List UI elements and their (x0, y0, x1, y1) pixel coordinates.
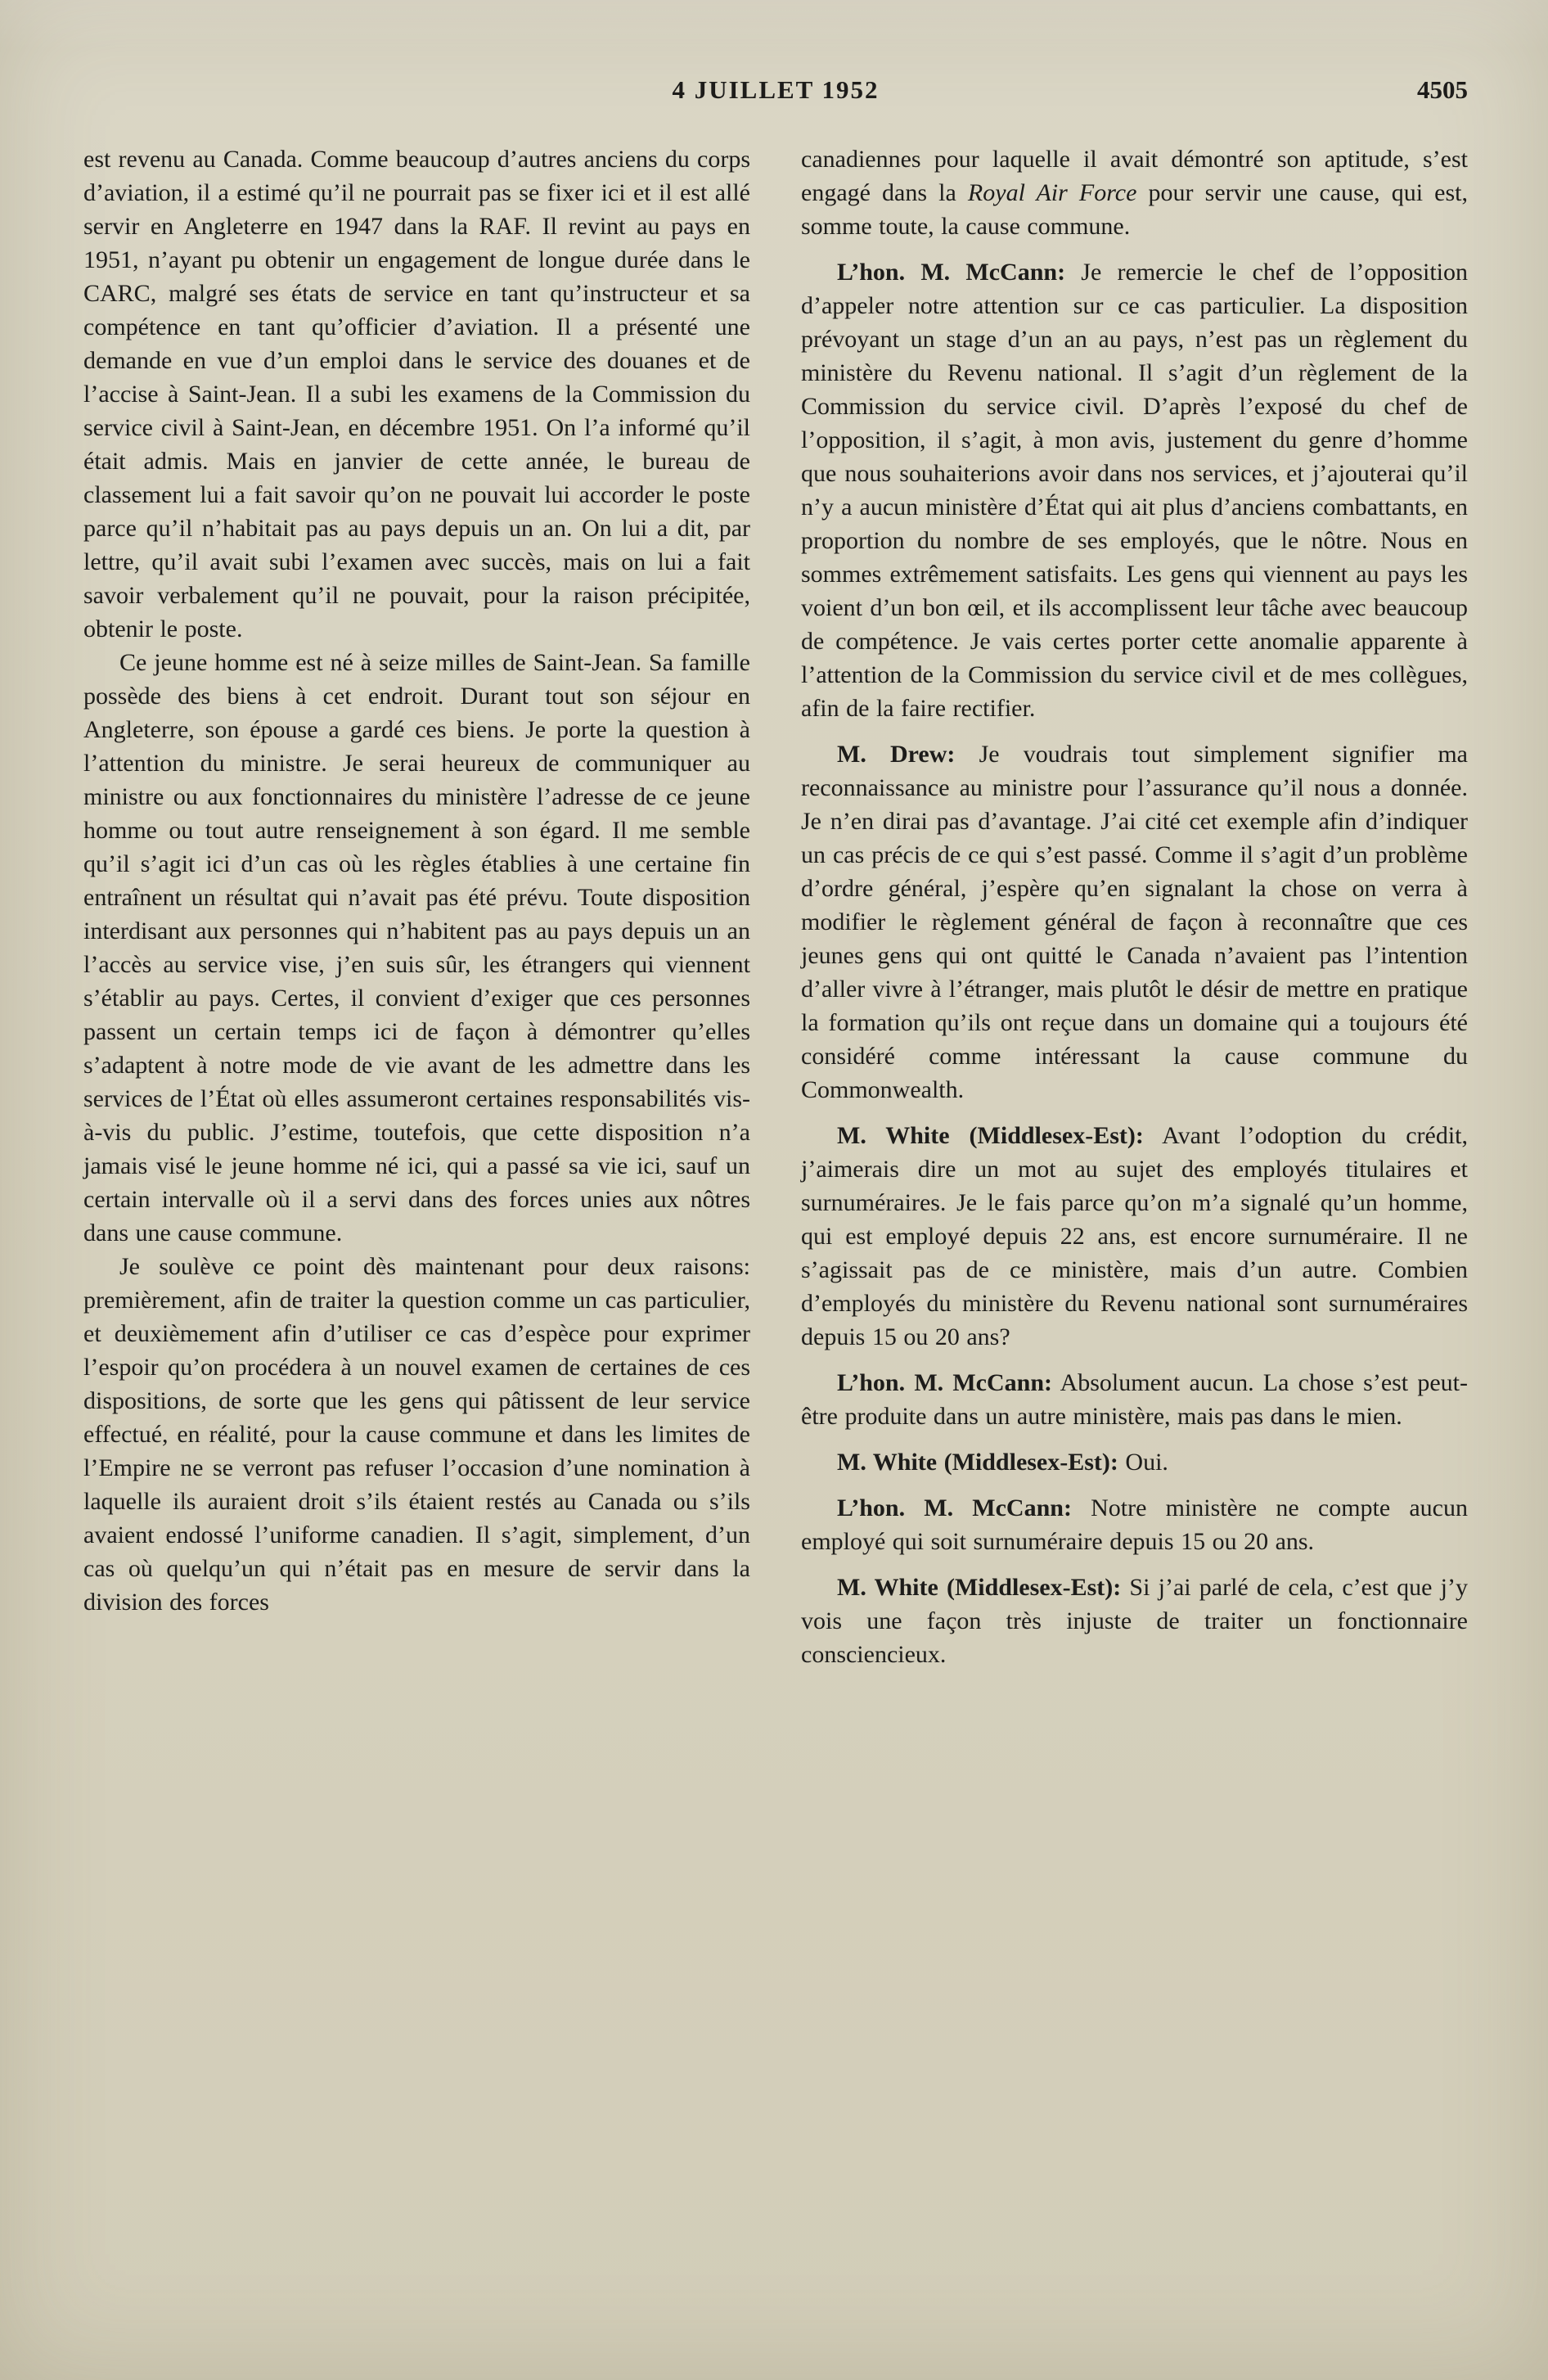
text-segment: pour servir une cause, qui est, somme toute, la cause commune. (801, 179, 1468, 240)
text-segment: Oui. (1118, 1449, 1168, 1476)
page-number: 4505 (1417, 75, 1468, 104)
italic-text: Royal Air Force (967, 179, 1137, 206)
text-segment: Je soulève ce point dès maintenant pour deux raisons: premièrement, afin de traiter la question comme un cas particulier, et deuxièmement afin d’utiliser ce cas d’espèce pour exprimer l’espoir qu’on procédera à un nouvel examen de certaines de ces dispositions, de sorte que les gens qui pâtissent de leur service effectué, en réalité, pour la cause commune et dans les limites de l’Empire ne se verront pas refuser l’occasion d’une nomination à laquelle ils auraient droit s’ils étaient restés au Canada ou s’ils avaient endossé l’uniforme canadien. Il s’agit, simplement, d’un cas où quelqu’un qui n’était pas en mesure de servir dans la division des forces (83, 1253, 750, 1616)
paragraph (801, 142, 1468, 243)
text-segment: canadiennes pour laquelle il avait démontré son aptitude, s’est engagé dans la (801, 146, 1468, 206)
paragraph (801, 1491, 1468, 1558)
paragraph (801, 737, 1468, 1107)
speaker-name: M. Drew: (837, 741, 956, 768)
paragraph (801, 1571, 1468, 1671)
paragraph (801, 255, 1468, 725)
paragraph (801, 1119, 1468, 1354)
paragraph (801, 1445, 1468, 1479)
paragraph (83, 646, 750, 1250)
left-column (83, 142, 750, 1671)
text-segment: Je voudrais tout simplement signifier ma reconnaissance au ministre pour l’assurance qu’il nous a donnée. Je n’en dirai pas d’avantage. J’ai cité cet exemple afin d’indiquer un cas précis de ce qui s’est passé. Comme il s’agit d’un problème d’ordre général, j’espère qu’en signalant la chose on verra à modifier le règlement général de façon à reconnaître que ces jeunes gens qui ont quitté le Canada n’avaient pas l’intention d’aller vivre à l’étranger, mais plutôt le désir de mettre en pratique la formation qu’ils ont reçue dans un domaine qui a toujours été considéré comme intéressant la cause commune du Commonwealth. (801, 741, 1468, 1103)
text-columns (83, 142, 1468, 1671)
paragraph (83, 142, 750, 646)
right-column (801, 142, 1468, 1671)
speaker-name: L’hon. M. McCann: (837, 1369, 1053, 1396)
text-segment: Si j’ai parlé de cela, c’est que j’y vois une façon très injuste de traiter un fonctionnaire consciencieux. (801, 1574, 1468, 1668)
speaker-name: L’hon. M. McCann: (837, 1494, 1072, 1521)
text-segment: Je remercie le chef de l’opposition d’appeler notre attention sur ce cas particulier. La disposition prévoyant un stage d’un an au pays, n’est pas un règlement du ministère du Revenu national. Il s’agit d’un règlement de la Commission du service civil. D’après l’exposé du chef de l’opposition, il s’agit, à mon avis, justement du genre d’homme que nous souhaiterions avoir dans nos services, et j’ajouterai qu’il n’y a aucun ministère d’État qui ait plus d’anciens combattants, en proportion du nombre de ses employés, que le nôtre. Nous en sommes extrêmement satisfaits. Les gens qui viennent au pays les voient d’un bon œil, et ils accomplissent leur tâche avec beaucoup de compétence. Je vais certes porter cette anomalie apparente à l’attention de la Commission du service civil et de mes collègues, afin de la faire rectifier. (801, 259, 1468, 722)
text-segment: est revenu au Canada. Comme beaucoup d’autres anciens du corps d’aviation, il a estimé qu’il ne pourrait pas se fixer ici et il est allé servir en Angleterre en 1947 dans la RAF. Il revint au pays en 1951, n’ayant pu obtenir un engagement de longue durée dans le CARC, malgré ses états de service en tant qu’instructeur et sa compétence en tant qu’officier d’aviation. Il a présenté une demande en vue d’un emploi dans le service des douanes et de l’accise à Saint-Jean. Il a subi les examens de la Commission du service civil à Saint-Jean, en décembre 1951. On l’a informé qu’il était admis. Mais en janvier de cette année, le bureau de classement lui a fait savoir qu’on ne pouvait lui accorder le poste parce qu’il n’habitait pas au pays depuis un an. On lui a dit, par lettre, qu’il avait subi l’examen avec succès, mais on lui a fait savoir verbalement qu’il ne pouvait, pour la raison précipitée, obtenir le poste. (83, 146, 750, 642)
paragraph (801, 1366, 1468, 1433)
text-segment: Avant l’odoption du crédit, j’aimerais dire un mot au sujet des employés titulaires et surnuméraires. Je le fais parce qu’on m’a signalé qu’un homme, qui est employé depuis 22 ans, est encore surnuméraire. Il ne s’agissait pas de ce ministère, mais d’un autre. Combien d’employés du ministère du Revenu national sont surnuméraires depuis 15 ou 20 ans? (801, 1122, 1468, 1350)
text-segment: Absolument aucun. La chose s’est peut-être produite dans un autre ministère, mais pas dans le mien. (801, 1369, 1468, 1430)
text-segment: Notre ministère ne compte aucun employé qui soit surnuméraire depuis 15 ou 20 ans. (801, 1494, 1468, 1555)
speaker-name: L’hon. M. McCann: (837, 259, 1066, 286)
speaker-name: M. White (Middlesex-Est): (837, 1122, 1144, 1149)
header-date: 4 JUILLET 1952 (672, 75, 880, 104)
page-header (83, 75, 1468, 113)
speaker-name: M. White (Middlesex-Est): (837, 1574, 1122, 1601)
text-segment: Ce jeune homme est né à seize milles de Saint-Jean. Sa famille possède des biens à cet endroit. Durant tout son séjour en Angleterre, son épouse a gardé ces biens. Je porte la question à l’attention du ministre. Je serai heureux de communiquer au ministre ou aux fonctionnaires du ministère l’adresse de ce jeune homme ou tout autre renseignement à son égard. Il me semble qu’il s’agit ici d’un cas où les règles établies à une certaine fin entraînent un résultat qui n’avait pas été prévu. Toute disposition interdisant aux personnes qui n’habitent pas au pays depuis un an l’accès au service vise, j’en suis sûr, les étrangers qui viennent s’établir au pays. Certes, il convient d’exiger que ces personnes passent un certain temps ici de façon à démontrer qu’elles s’adaptent à notre mode de vie avant de les admettre dans les services de l’État où elles assumeront certaines responsabilités vis-à-vis du public. J’estime, toutefois, que cette disposition n’a jamais visé le jeune homme né ici, qui a passé sa vie ici, sauf un certain intervalle où il a servi dans des forces unies aux nôtres dans une cause commune. (83, 649, 750, 1246)
paragraph (83, 1250, 750, 1619)
speaker-name: M. White (Middlesex-Est): (837, 1449, 1118, 1476)
